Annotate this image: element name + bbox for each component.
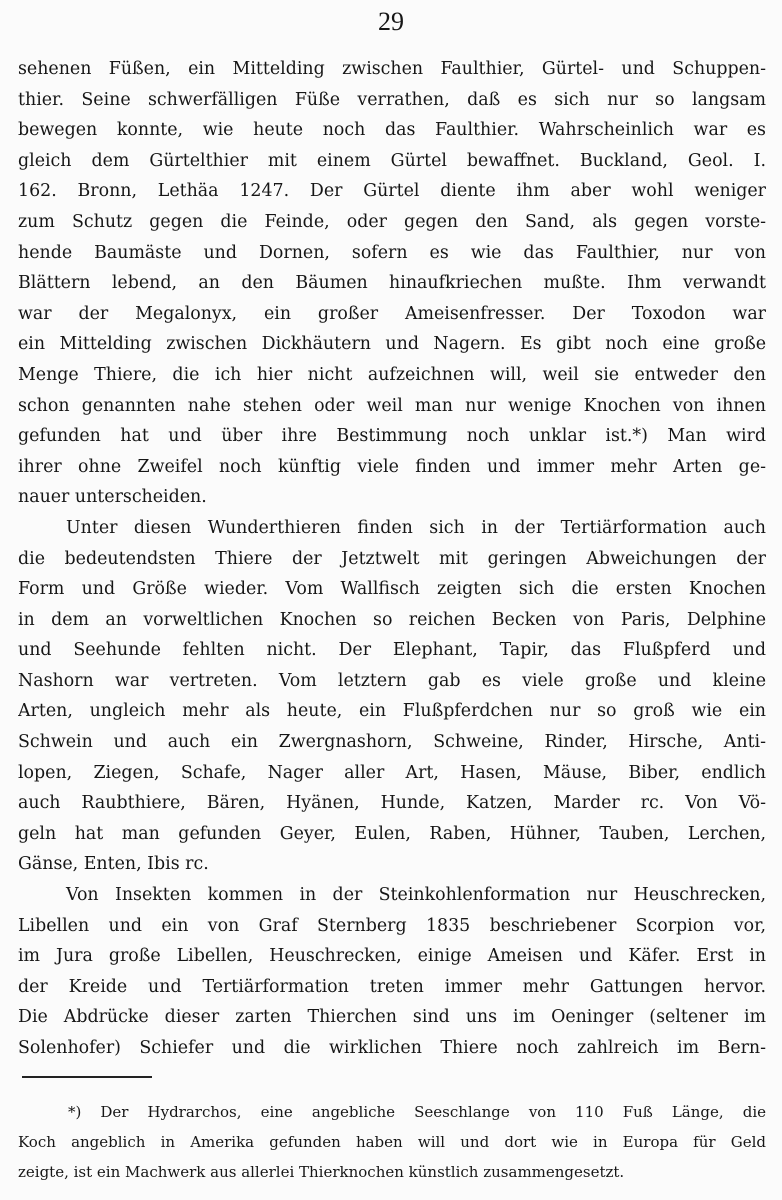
body-text [18, 54, 766, 1064]
text-line: hende Baumäste und Dornen, sofern es wie das Faulthier, nur von [18, 242, 766, 263]
text-line: Solenhofer) Schiefer und die wirklichen Thiere noch zahlreich im Bern- [18, 1038, 766, 1058]
text-line: Unter diesen Wunderthieren finden sich in der Tertiärformation auch [66, 517, 766, 538]
text-line: geln hat man gefunden Geyer, Eulen, Raben, Hühner, Tauben, Lerchen, [18, 823, 766, 844]
text-line: der Kreide und Tertiärformation treten immer mehr Gattungen hervor. [18, 976, 766, 997]
text-line: Libellen und ein von Graf Sternberg 1835 beschriebener Scorpion vor, [18, 915, 766, 936]
text-line: nauer unterscheiden. [18, 487, 207, 508]
footnote-divider [22, 1076, 152, 1078]
text-line: gefunden hat und über ihre Bestimmung noch unklar ist.*) Man wird [18, 426, 766, 447]
page-number: 29 [378, 7, 404, 36]
text-line: Die Abdrücke dieser zarten Thierchen sind uns im Oeninger (seltener im [18, 1007, 766, 1028]
footnote-line: zeigte, ist ein Machwerk aus allerlei Thierknochen künstlich zusammengesetzt. [18, 1163, 625, 1181]
text-line: bewegen konnte, wie heute noch das Faulthier. Wahrscheinlich war es [18, 120, 766, 141]
text-line: thier. Seine schwerfälligen Füße verrathen, daß es sich nur so langsam [18, 89, 766, 110]
text-line: auch Raubthiere, Bären, Hyänen, Hunde, Katzen, Marder rc. Von Vö- [18, 793, 766, 814]
text-line: Menge Thiere, die ich hier nicht aufzeichnen will, weil sie entweder den [18, 364, 766, 385]
text-line: sehenen Füßen, ein Mittelding zwischen Faulthier, Gürtel- und Schuppen- [18, 59, 766, 79]
footnote-line: Koch angeblich in Amerika gefunden haben will und dort wie in Europa für Geld [18, 1133, 766, 1151]
text-line: lopen, Ziegen, Schafe, Nager aller Art, Hasen, Mäuse, Biber, endlich [18, 762, 766, 783]
text-line: Nashorn war vertreten. Vom letztern gab es viele große und kleine [18, 670, 766, 691]
text-line: war der Megalonyx, ein großer Ameisenfresser. Der Toxodon war [18, 303, 766, 324]
footnote [18, 1097, 766, 1187]
text-line: und Seehunde fehlten nicht. Der Elephant, Tapir, das Flußpferd und [18, 640, 766, 661]
text-line: ein Mittelding zwischen Dickhäutern und Nagern. Es gibt noch eine große [18, 334, 766, 355]
text-line: Gänse, Enten, Ibis rc. [18, 854, 209, 875]
text-line: die bedeutendsten Thiere der Jetztwelt mit geringen Abweichungen der [18, 548, 766, 569]
text-line: im Jura große Libellen, Heuschrecken, einige Ameisen und Käfer. Erst in [18, 946, 766, 967]
text-line: schon genannten nahe stehen oder weil man nur wenige Knochen von ihnen [18, 395, 766, 416]
text-line: 162. Bronn, Lethäa 1247. Der Gürtel diente ihm aber wohl weniger [18, 181, 766, 202]
text-line: Von Insekten kommen in der Steinkohlenformation nur Heuschrecken, [66, 885, 766, 906]
text-line: ihrer ohne Zweifel noch künftig viele finden und immer mehr Arten ge- [18, 456, 766, 477]
footnote-line: *) Der Hydrarchos, eine angebliche Seeschlange von 110 Fuß Länge, die [68, 1103, 766, 1121]
text-line: zum Schutz gegen die Feinde, oder gegen den Sand, als gegen vorste- [18, 211, 766, 232]
text-line: Blättern lebend, an den Bäumen hinaufkriechen mußte. Ihm verwandt [18, 273, 766, 294]
text-line: in dem an vorweltlichen Knochen so reichen Becken von Paris, Delphine [18, 609, 766, 630]
text-line: Arten, ungleich mehr als heute, ein Flußpferdchen nur so groß wie ein [18, 701, 766, 722]
text-line: Form und Größe wieder. Vom Wallfisch zeigten sich die ersten Knochen [18, 579, 766, 600]
text-line: Schwein und auch ein Zwergnashorn, Schweine, Rinder, Hirsche, Anti- [18, 732, 766, 753]
text-line: gleich dem Gürtelthier mit einem Gürtel bewaffnet. Buckland, Geol. I. [18, 150, 766, 171]
